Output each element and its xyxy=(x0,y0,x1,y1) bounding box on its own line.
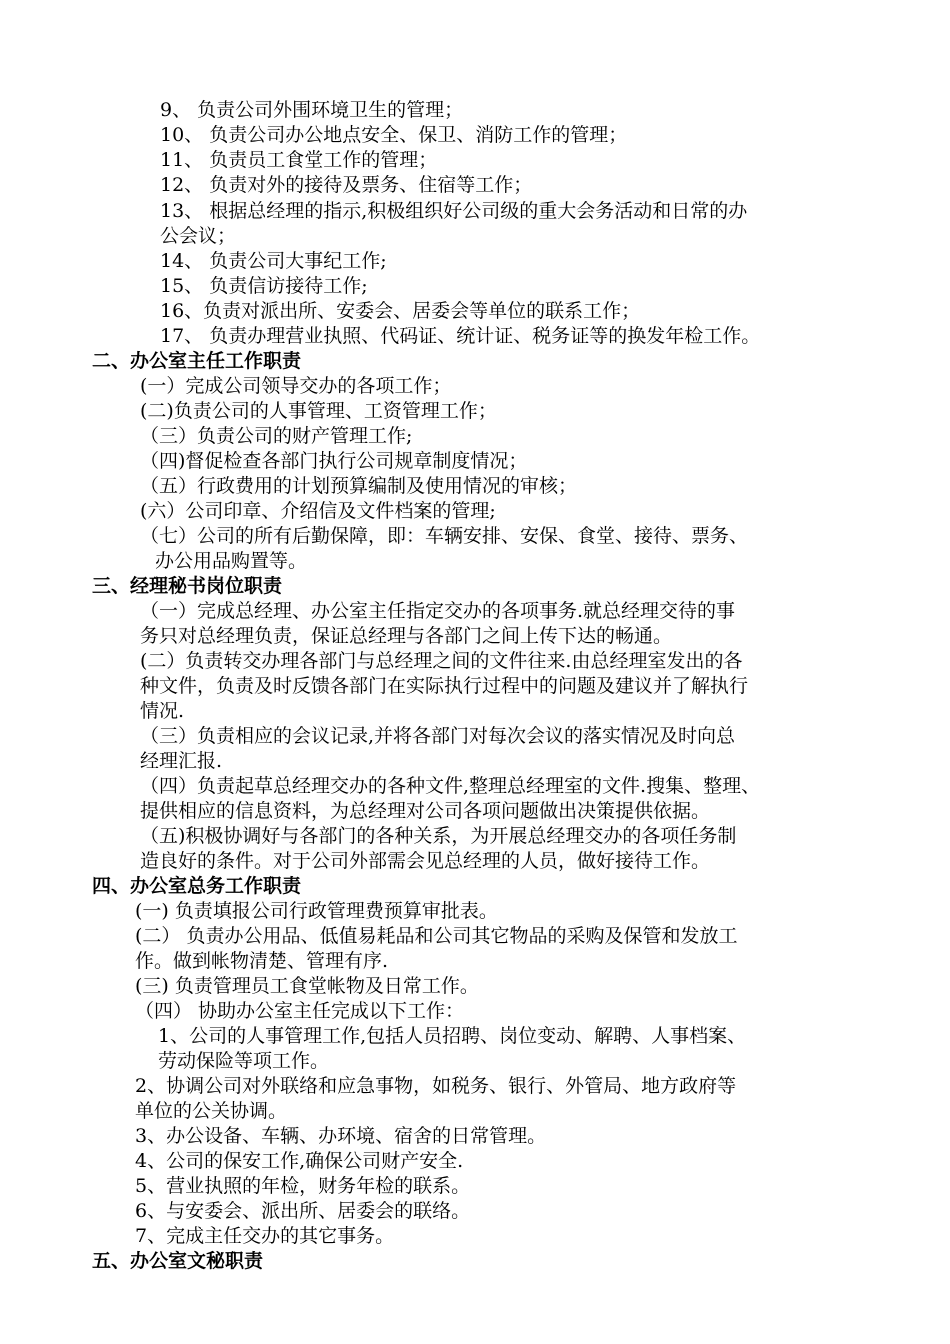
paragraph-line: 1、公司的人事管理工作,包括人员招聘、岗位变动、解聘、人事档案、 xyxy=(158,1025,747,1047)
paragraph-line: 劳动保险等项工作。 xyxy=(158,1050,330,1072)
paragraph-line: 作。做到帐物清楚、管理有序. xyxy=(135,950,389,972)
list-item: 13、 根据总经理的指示,积极组织好公司级的重大会务活动和日常的办 xyxy=(160,200,748,222)
list-item: 15、 负责信访接待工作; xyxy=(160,275,368,297)
list-item-continuation: 公会议； xyxy=(160,225,237,247)
list-item: 9、 负责公司外围环境卫生的管理； xyxy=(160,99,464,121)
section-heading: 三、经理秘书岗位职责 xyxy=(92,575,283,597)
section-heading: 五、办公室文秘职责 xyxy=(92,1250,264,1272)
paragraph-line: 5、营业执照的年检，财务年检的联系。 xyxy=(135,1175,471,1197)
paragraph-line: （五)积极协调好与各部门的各种关系，为开展总经理交办的各项任务制 xyxy=(140,825,737,847)
list-item-continuation: 办公用品购置等。 xyxy=(155,550,308,572)
paragraph-line: (二）负责转交办理各部门与总经理之间的文件往来.由总经理室发出的各 xyxy=(140,650,743,672)
list-item: 16、负责对派出所、安委会、居委会等单位的联系工作； xyxy=(160,300,641,322)
list-item: （四)督促检查各部门执行公司规章制度情况； xyxy=(140,450,528,472)
list-item: （七）公司的所有后勤保障，即：车辆安排、安保、食堂、接待、票务、 xyxy=(140,525,749,547)
paragraph-line: 2、协调公司对外联络和应急事物，如税务、银行、外管局、地方政府等 xyxy=(135,1075,737,1097)
paragraph-line: 提供相应的信息资料，为总经理对公司各项问题做出决策提供依据。 xyxy=(140,800,711,822)
list-item: (六）公司印章、介绍信及文件档案的管理; xyxy=(140,500,496,522)
list-item: 12、 负责对外的接待及票务、住宿等工作； xyxy=(160,174,533,196)
paragraph-line: （四）负责起草总经理交办的各种文件,整理总经理室的文件.搜集、整理、 xyxy=(140,775,761,797)
list-item: 17、 负责办理营业执照、代码证、统计证、税务证等的换发年检工作。 xyxy=(160,325,761,347)
list-item: 14、 负责公司大事纪工作; xyxy=(160,250,387,272)
paragraph-line: (一) 负责填报公司行政管理费预算审批表。 xyxy=(135,900,498,922)
paragraph-line: 务只对总经理负责，保证总经理与各部门之间上传下达的畅通。 xyxy=(140,625,673,647)
paragraph-line: 情况. xyxy=(140,700,185,722)
section-heading: 二、办公室主任工作职责 xyxy=(92,350,302,372)
paragraph-line: 单位的公关协调。 xyxy=(135,1100,288,1122)
list-item: 11、 负责员工食堂工作的管理； xyxy=(160,149,438,171)
paragraph-line: （三）负责相应的会议记录,并将各部门对每次会议的落实情况及时向总 xyxy=(140,725,736,747)
paragraph-line: (三) 负责管理员工食堂帐物及日常工作。 xyxy=(135,975,479,997)
paragraph-line: （四） 协助办公室主任完成以下工作： xyxy=(135,1000,465,1022)
section-heading: 四、办公室总务工作职责 xyxy=(92,875,302,897)
paragraph-line: 经理汇报. xyxy=(140,750,223,772)
paragraph-line: 4、公司的保安工作,确保公司财产安全. xyxy=(135,1150,464,1172)
paragraph-line: 种文件，负责及时反馈各部门在实际执行过程中的问题及建议并了解执行 xyxy=(140,675,749,697)
paragraph-line: 3、办公设备、车辆、办环境、宿舍的日常管理。 xyxy=(135,1125,547,1147)
paragraph-line: （一）完成总经理、办公室主任指定交办的各项事务.就总经理交待的事 xyxy=(140,600,736,622)
paragraph-line: (二） 负责办公用品、低值易耗品和公司其它物品的采购及保管和发放工 xyxy=(135,925,738,947)
paragraph-line: 7、完成主任交办的其它事务。 xyxy=(135,1225,395,1247)
list-item: （三）负责公司的财产管理工作; xyxy=(140,425,413,447)
list-item: 10、 负责公司办公地点安全、保卫、消防工作的管理； xyxy=(160,124,628,146)
list-item: (一）完成公司领导交办的各项工作； xyxy=(140,375,452,397)
paragraph-line: 造良好的条件。对于公司外部需会见总经理的人员，做好接待工作。 xyxy=(140,850,711,872)
list-item: (二)负责公司的人事管理、工资管理工作； xyxy=(140,400,497,422)
list-item: （五）行政费用的计划预算编制及使用情况的审核； xyxy=(140,475,578,497)
paragraph-line: 6、与安委会、派出所、居委会的联络。 xyxy=(135,1200,471,1222)
